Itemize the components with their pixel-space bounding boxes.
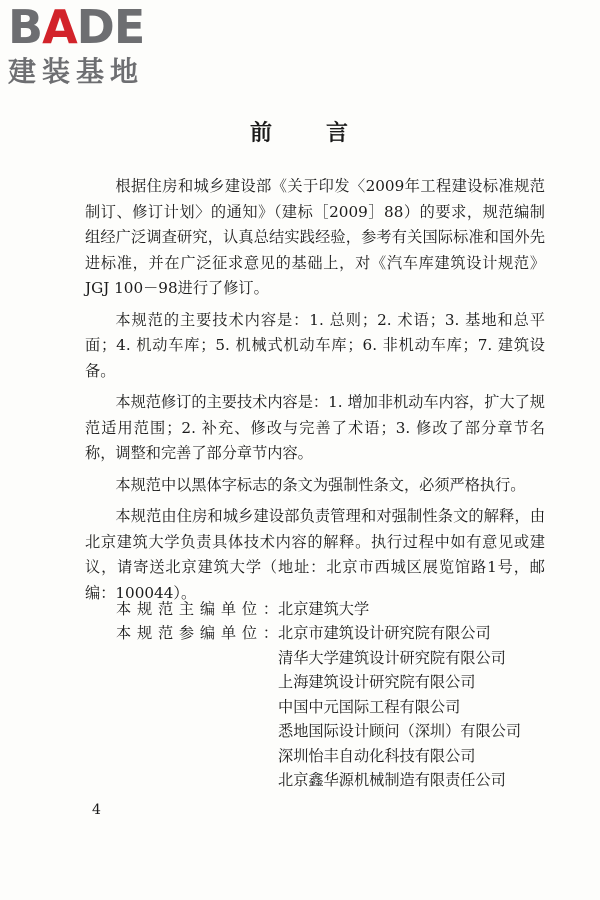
title-char-2: 言 xyxy=(326,120,351,146)
page-title xyxy=(0,118,600,148)
participant-org: 悉地国际设计顾问（深圳）有限公司 xyxy=(278,722,521,741)
paragraph-revision-content: 本规范修订的主要技术内容是：1. 增加非机动车内容，扩大了规范适用范围；2. 补充、修改与完善了术语；3. 修改了部分章节名称，调整和完善了部分章节内容。 xyxy=(85,393,545,462)
participant-org: 上海建筑设计研究院有限公司 xyxy=(278,673,476,692)
participant-org: 北京市建筑设计研究院有限公司 xyxy=(278,624,491,642)
chief-editor-label: 本规范主编单位： xyxy=(116,600,278,618)
bade-logo xyxy=(8,0,178,92)
participant-org: 北京鑫华源机械制造有限责任公司 xyxy=(278,770,506,789)
paragraph-management: 本规范由住房和城乡建设部负责管理和对强制性条文的解释，由北京建筑大学负责具体技术内容的解释。执行过程中如有意见或建议，请寄送北京建筑大学（地址：北京市西城区展览馆路1号，邮编：100044）。 xyxy=(85,507,545,602)
paragraph-main-content: 本规范的主要技术内容是：1. 总则；2. 术语；3. 基地和总平面；4. 机动车库；5. 机械式机动车库；6. 非机动车库；7. 建筑设备。 xyxy=(85,310,545,380)
preface-body xyxy=(85,174,545,612)
participant-org: 清华大学建筑设计研究院有限公司 xyxy=(278,649,506,667)
chief-editor-line xyxy=(116,597,369,622)
logo-subtitle: 建装基地 xyxy=(8,55,145,88)
paragraph-mandatory-clauses: 本规范中以黑体字标志的条文为强制性条文，必须严格执行。 xyxy=(115,475,526,494)
logo-wordmark xyxy=(8,0,145,54)
page-number: 4 xyxy=(92,802,101,818)
paragraph-revision-basis: 根据住房和城乡建设部《关于印发〈2009年工程建设标准规范制订、修订计划〉的通知》（建标［2009］88）的要求，规范编制组经广泛调查研究，认真总结实践经验，参考有关国际标准和国外先进标准，并在广泛征求意见的基础上，对《汽车库建筑设计规范》JGJ 100－98进行了修订。 xyxy=(85,177,545,297)
title-char-1: 前 xyxy=(249,120,274,146)
participant-org: 中国中元国际工程有限公司 xyxy=(278,697,461,716)
logo-letters-de: DE xyxy=(76,0,145,54)
participants-line xyxy=(116,621,491,646)
logo-letter-a: A xyxy=(42,0,77,54)
participants-label: 本规范参编单位： xyxy=(116,624,278,642)
chief-editor-value: 北京建筑大学 xyxy=(278,600,370,618)
participant-org: 深圳怡丰自动化科技有限公司 xyxy=(278,746,476,765)
logo-letter-b: B xyxy=(8,0,43,54)
participant-org-list xyxy=(278,646,521,792)
